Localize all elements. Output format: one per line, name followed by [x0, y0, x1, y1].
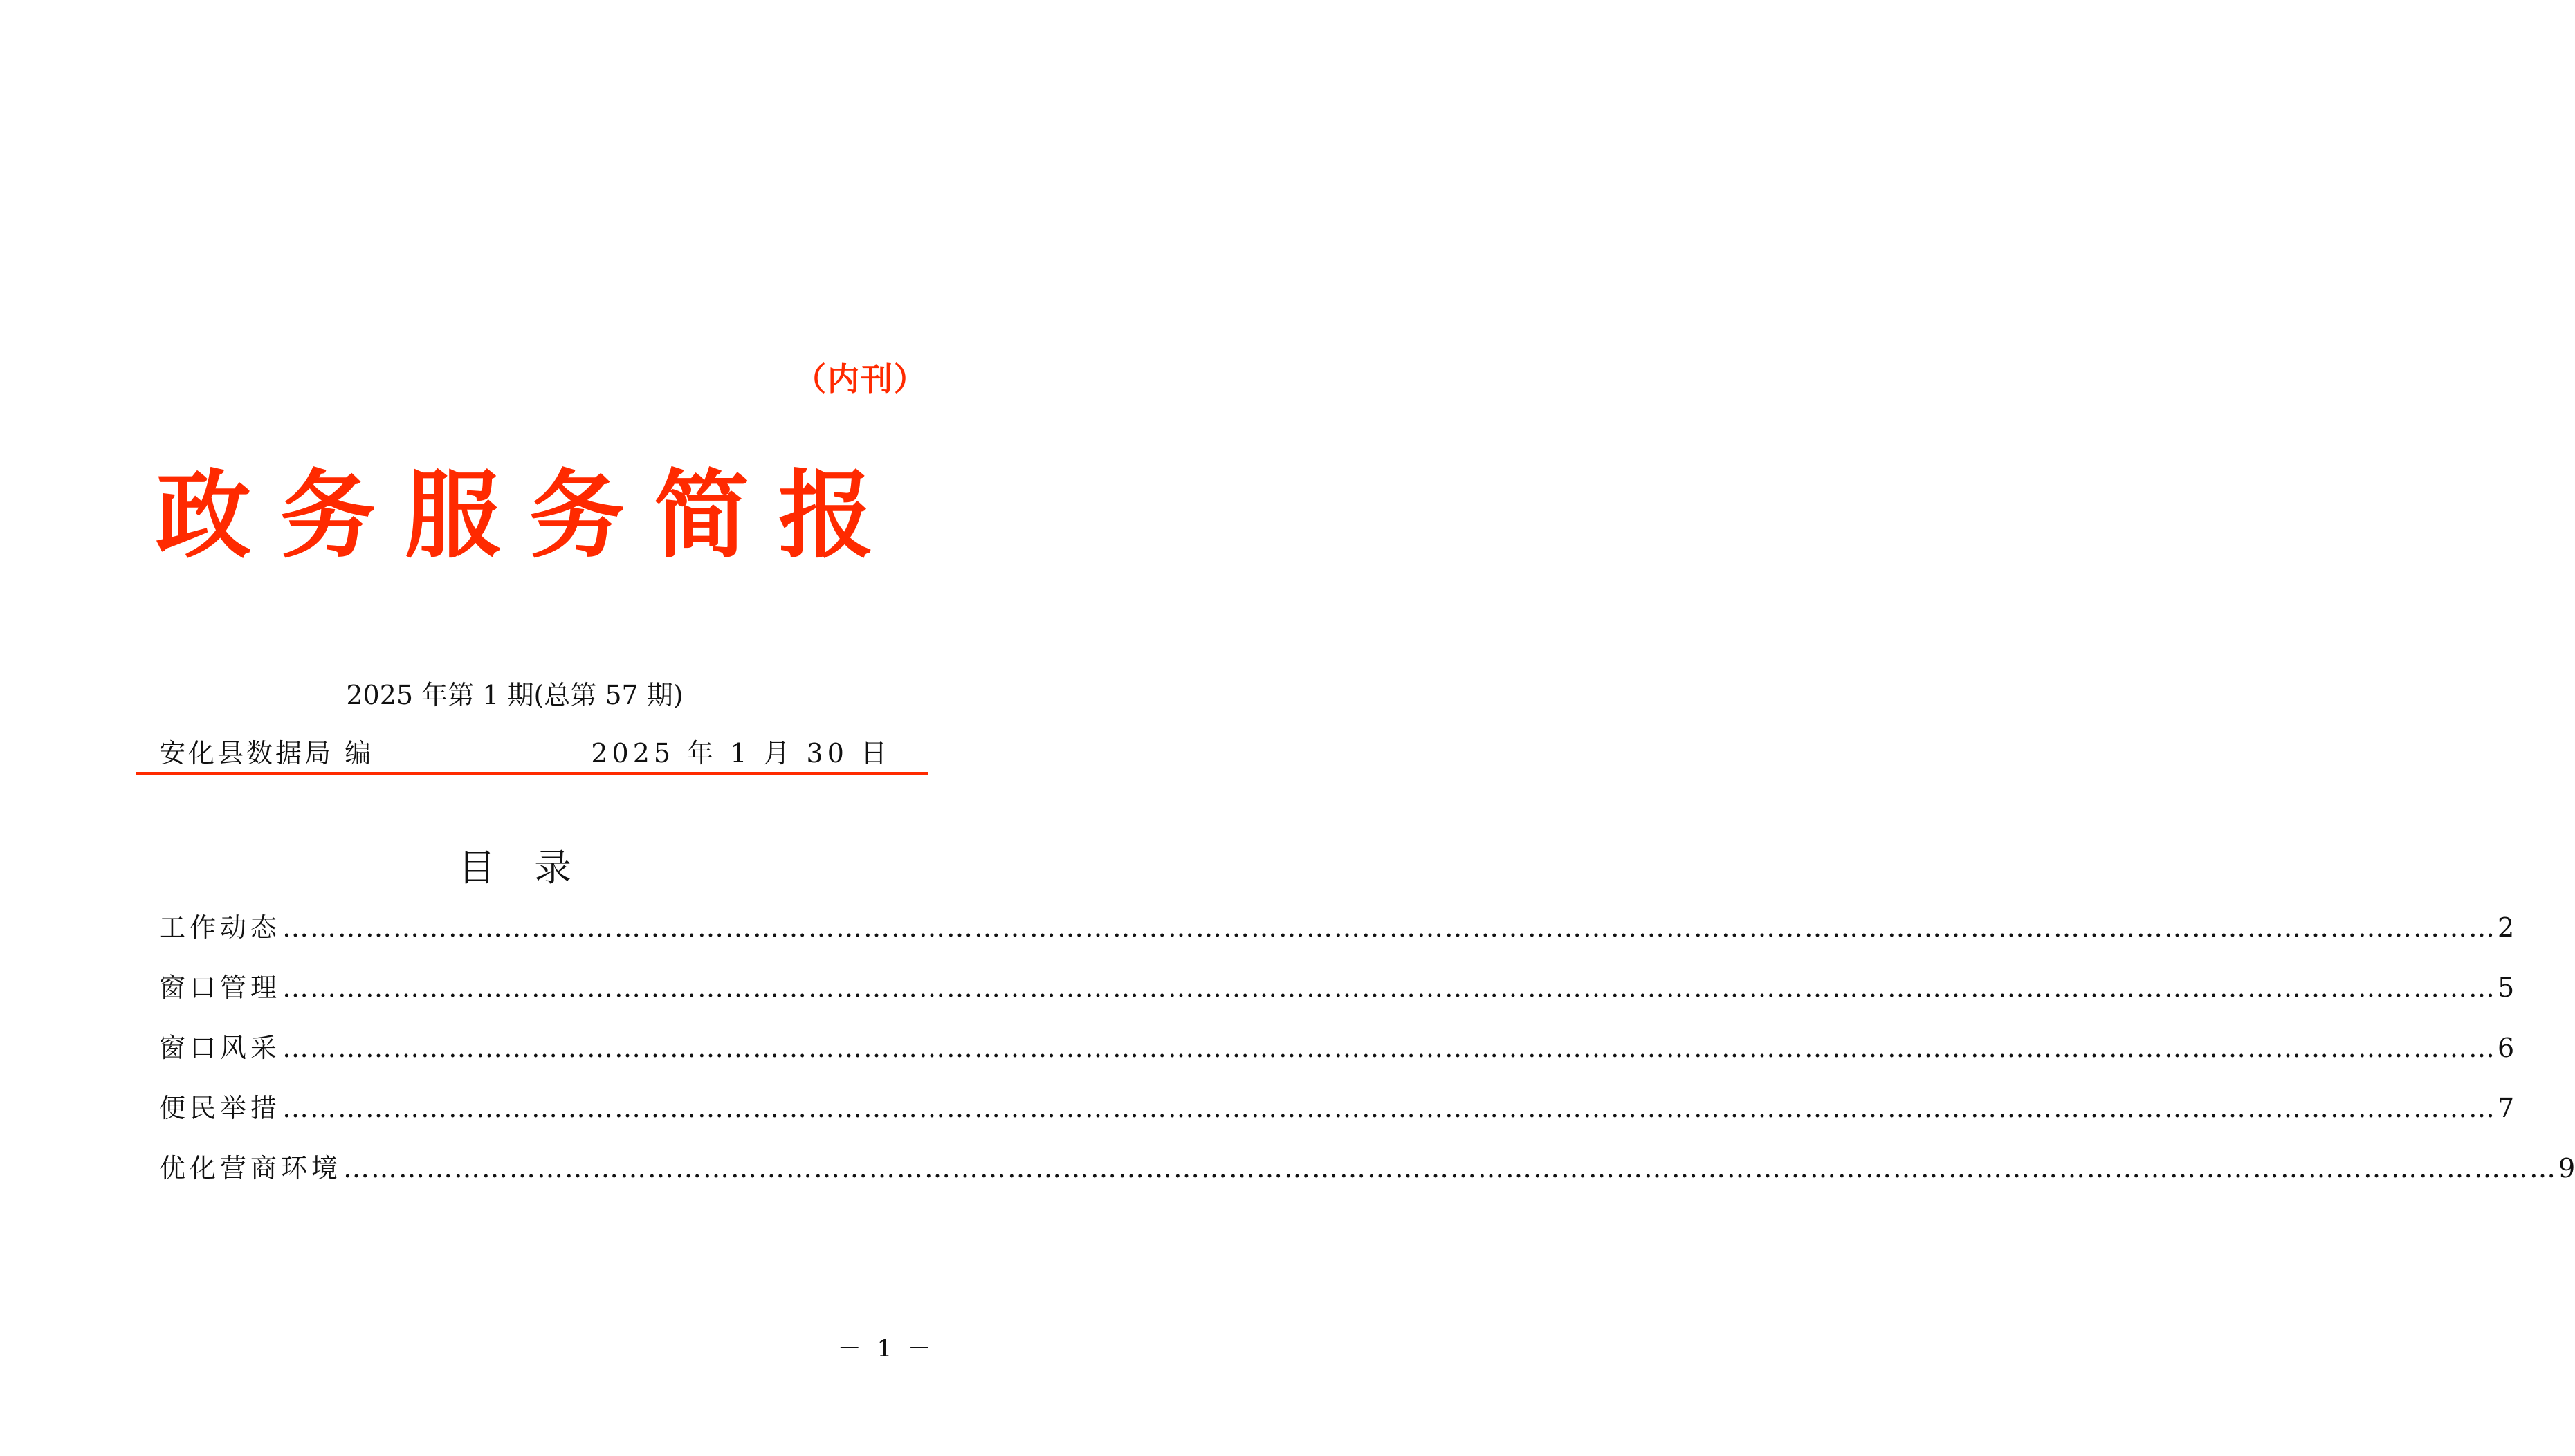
toc-item-page: 5	[2498, 973, 2515, 1003]
toc-leader-dots: ……………………………………………………………………………………………………………………………………………………………………………………………………………………	[282, 973, 2497, 1003]
page-number: － 1 －	[837, 1335, 935, 1363]
toc-item-page: 9	[2558, 1153, 2575, 1183]
publisher: 安化县数据局 编	[159, 738, 374, 768]
toc-heading: 目录	[458, 846, 610, 890]
toc-item-page: 6	[2498, 1033, 2515, 1063]
toc-leader-dots: ……………………………………………………………………………………………………………………………………………………………………………………………………………………	[282, 912, 2497, 943]
toc-item-title: 窗口管理	[159, 973, 282, 1003]
toc-item-title: 便民举措	[159, 1093, 282, 1123]
issue-number: 2025 年第 1 期(总第 57 期)	[346, 680, 684, 710]
toc-item[interactable]	[159, 1087, 2515, 1147]
toc-item-title: 窗口风采	[159, 1033, 282, 1063]
toc-item[interactable]	[159, 966, 2515, 1026]
toc-item-title: 工作动态	[159, 912, 282, 943]
toc-item[interactable]	[159, 1147, 2575, 1207]
toc-item-page: 2	[2498, 912, 2515, 943]
toc-leader-dots: ……………………………………………………………………………………………………………………………………………………………………………………………………………………	[343, 1153, 2558, 1183]
toc-item[interactable]	[159, 1026, 2515, 1087]
toc-leader-dots: ……………………………………………………………………………………………………………………………………………………………………………………………………………………	[282, 1093, 2497, 1123]
toc-leader-dots: ……………………………………………………………………………………………………………………………………………………………………………………………………………………	[282, 1033, 2497, 1063]
internal-tag: （内刊）	[794, 360, 927, 398]
toc-item-page: 7	[2498, 1093, 2515, 1123]
header-divider	[136, 772, 928, 775]
table-of-contents	[159, 906, 2575, 1207]
publication-date: 2025 年 1 月 30 日	[591, 738, 891, 768]
toc-item[interactable]	[159, 906, 2515, 966]
toc-item-title: 优化营商环境	[159, 1153, 342, 1183]
masthead-title: 政务服务简报	[155, 459, 903, 571]
